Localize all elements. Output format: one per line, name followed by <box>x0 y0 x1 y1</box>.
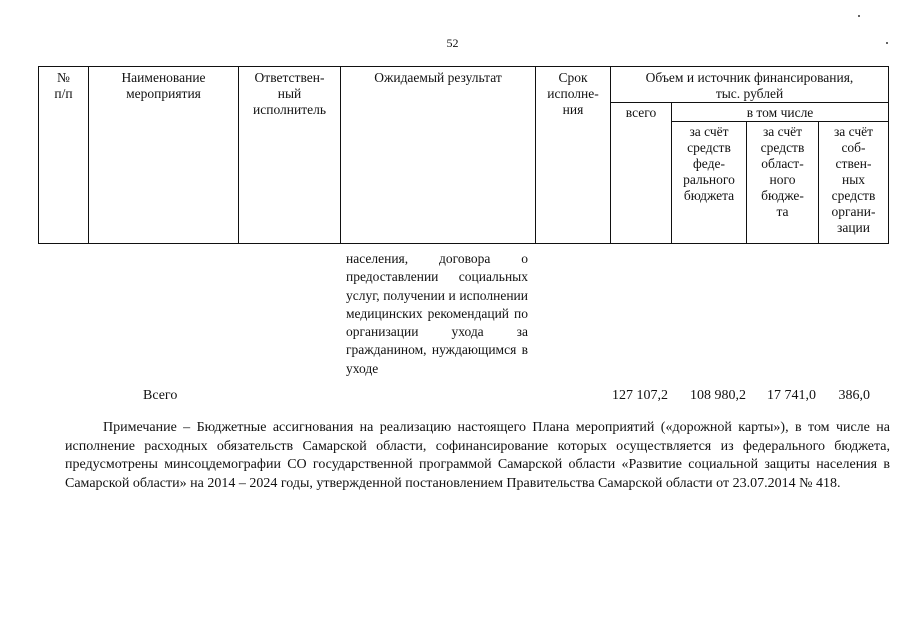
header-result: Ожидаемый результат <box>374 70 502 85</box>
header-including: в том числе <box>746 105 814 120</box>
header-responsible: Ответствен- ный исполнитель <box>253 70 326 117</box>
totals-regional: 17 741,0 <box>767 388 816 403</box>
note-text: Примечание – Бюджетные ассигнования на реализацию настоящего Плана мероприятий («дорожной карты»), в том числе на исполнение расходных обязательств Самарской области, софинансирование которых осуществляется из федерального бюджета, предусмотрены минсоцдемографии СО государственной программой Самарской области «Развитие социальной защиты населения в Самарской области» на 2014 – 2024 годы, утвержденной постановлением Правительства Самарской области от 23.07.2014 № 418. <box>65 420 890 491</box>
totals-label: Всего <box>143 388 178 403</box>
header-term: Срок исполне- ния <box>547 70 599 117</box>
table-col-line <box>888 66 889 244</box>
header-total: всего <box>625 105 657 120</box>
header-regional: за счёт средств област- ного бюдже- та <box>760 124 805 219</box>
table-col-line <box>340 66 341 244</box>
table-border-top <box>38 66 889 67</box>
table-subheader-line <box>610 102 889 103</box>
totals-federal: 108 980,2 <box>690 388 746 403</box>
page-number: 52 <box>446 36 459 50</box>
totals-total: 127 107,2 <box>612 388 668 403</box>
scan-speck <box>886 42 888 44</box>
header-funding: Объем и источник финансирования, тыс. рублей <box>645 70 854 101</box>
table-header-bottom <box>38 243 889 244</box>
header-own: за счёт соб- ствен- ных средств органи- зации <box>831 124 876 235</box>
scan-speck <box>858 15 860 17</box>
header-name: Наименование мероприятия <box>121 70 206 101</box>
totals-own: 386,0 <box>838 388 870 403</box>
note-paragraph <box>65 419 890 493</box>
table-subheader-line <box>671 121 889 122</box>
header-num: № п/п <box>54 70 73 101</box>
expected-result-continuation: населения, договора о предоставлении социальных услуг, получении и исполнении медицинских рекомендаций по организации ухода за гражданином, нуждающимся в уходе <box>346 251 528 376</box>
header-federal: за счёт средств феде- рального бюджета <box>683 124 735 203</box>
